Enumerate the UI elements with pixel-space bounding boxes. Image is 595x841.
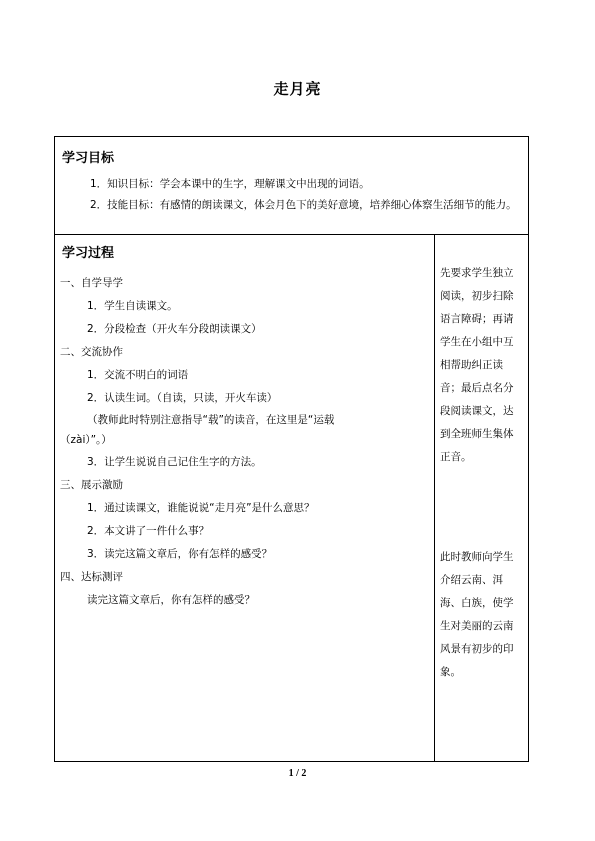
goal-item-skill: 2．技能目标：有感情的朗读课文，体会月色下的美好意境，培养细心体察生活细节的能力。 xyxy=(90,199,517,211)
process-line: 读完这篇文章后，你有怎样的感受？ xyxy=(87,594,255,606)
learning-goals-heading: 学习目标 xyxy=(62,151,115,166)
teacher-note-reading: 先要求学生独立阅读，初步扫除语言障碍；再请学生在小组中互相帮助纠正读音；最后点名分段阅读课文，达到全班师生集体正音。 xyxy=(440,267,514,463)
learning-process-heading: 学习过程 xyxy=(62,246,115,261)
process-line: （zài）”。） xyxy=(60,434,112,446)
document-title: 走月亮 xyxy=(273,80,322,98)
process-line: （教师此时特别注意指导“载”的读音，在这里是“运载 xyxy=(87,414,335,426)
process-line: 3．让学生说说自己记住生字的方法。 xyxy=(87,456,262,468)
process-line: 二、交流协作 xyxy=(60,346,123,358)
process-line: 2．认读生词。（自读，只读，开火车读） xyxy=(87,392,278,404)
process-line: 3．读完这篇文章后，你有怎样的感受？ xyxy=(87,548,273,560)
process-line: 三、展示激励 xyxy=(60,479,123,491)
lesson-table xyxy=(54,136,529,762)
process-line: 一、自学导学 xyxy=(60,277,123,289)
process-line: 1．通过读课文，谁能说说“走月亮”是什么意思？ xyxy=(87,502,315,514)
learning-process-section xyxy=(55,235,435,761)
learning-goals-section xyxy=(55,137,528,235)
page-number: 1 / 2 xyxy=(288,768,307,779)
process-line: 1．学生自读课文。 xyxy=(87,300,178,312)
teacher-note-yunnan: 此时教师向学生介绍云南、洱海、白族，使学生对美丽的云南风景有初步的印象。 xyxy=(440,551,514,678)
goal-item-knowledge: 1．知识目标：学会本课中的生字，理解课文中出现的词语。 xyxy=(90,178,370,190)
process-line: 2．分段检查（开火车分段朗读课文） xyxy=(87,323,262,335)
process-line: 1．交流不明白的词语 xyxy=(87,369,189,381)
process-line: 四、达标测评 xyxy=(60,571,123,583)
process-line: 2．本文讲了一件什么事？ xyxy=(87,525,210,537)
